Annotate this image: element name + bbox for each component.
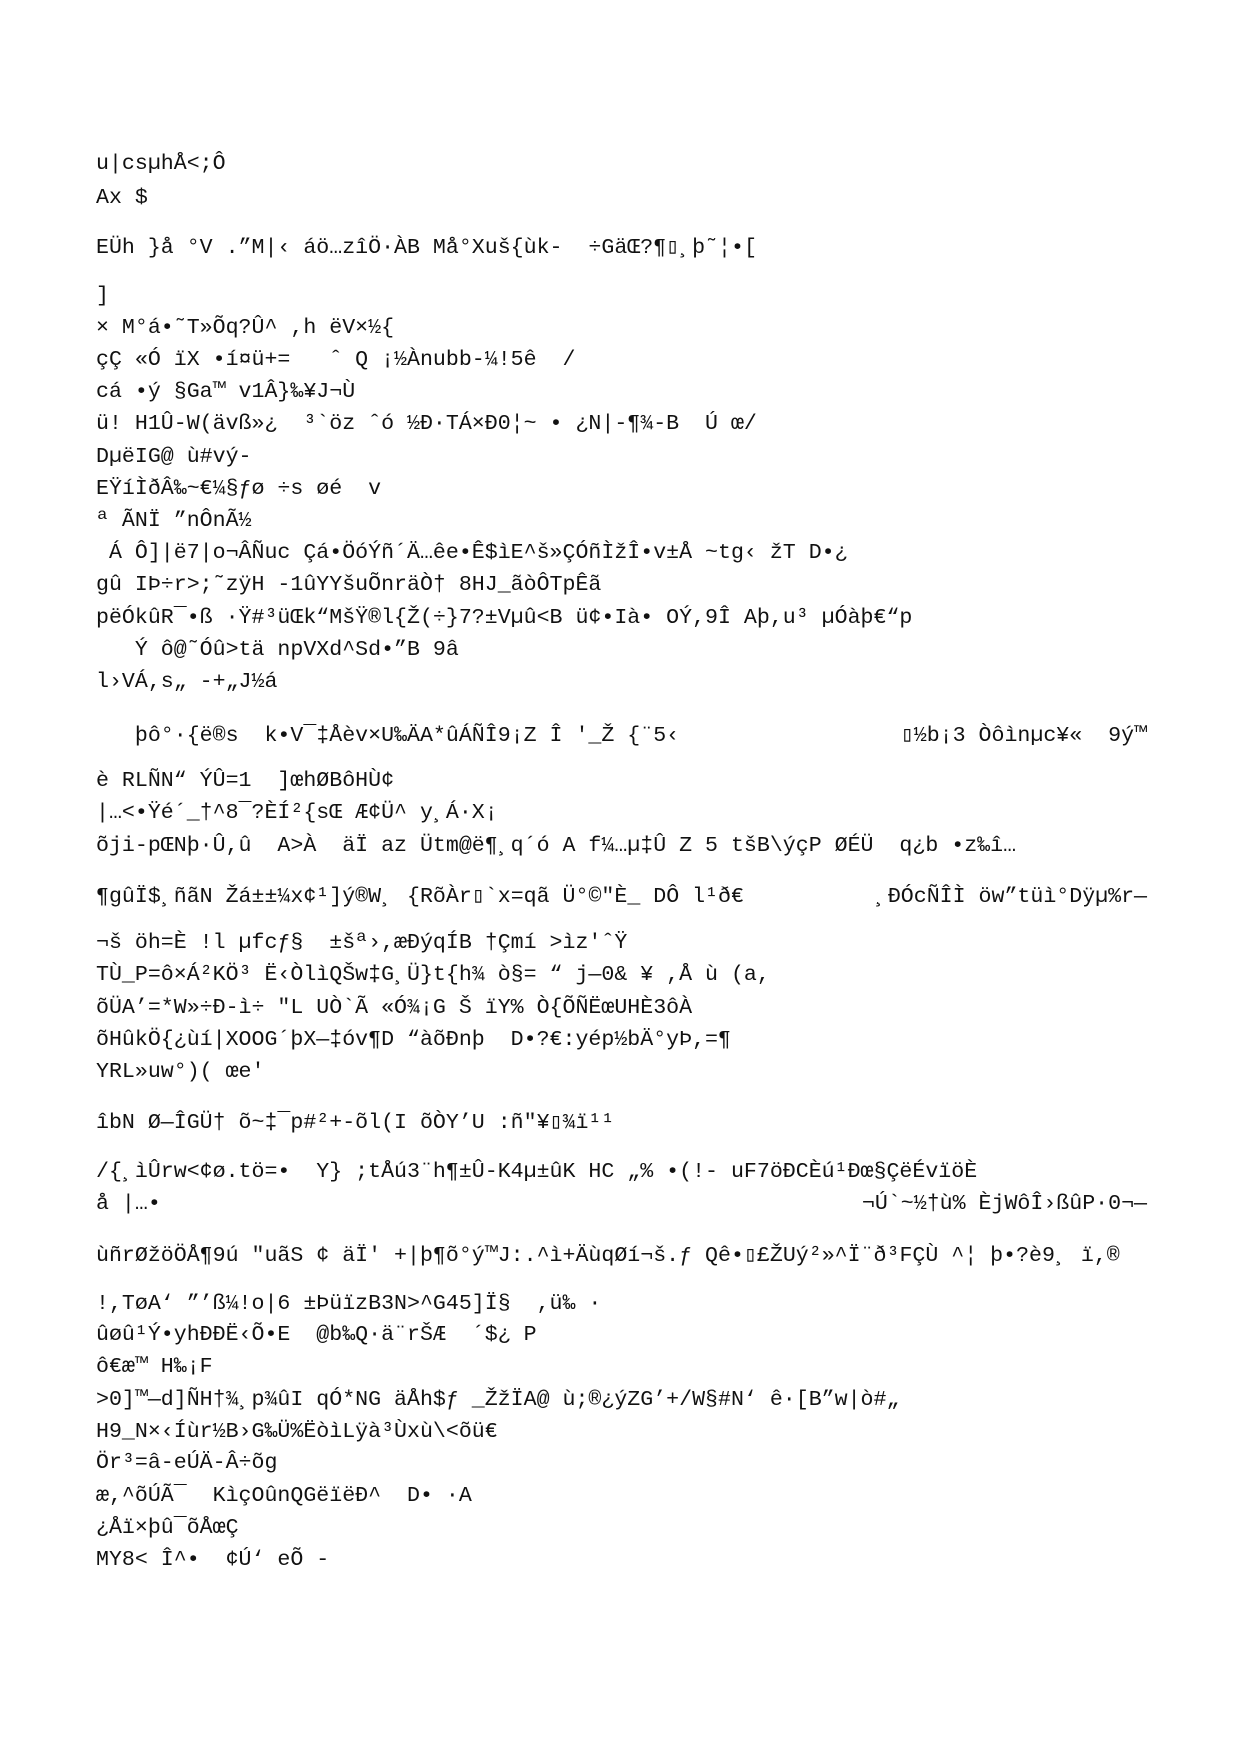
text-line: gû IÞ÷r>;˜zÿH -1ûYYšuÕnräÒ† 8HJ_ãòÔTpÊã (96, 573, 602, 597)
text-line: ûøû¹Ý•yhÐÐË‹Õ•E @b‰Q·ä¨rŠÆ ´$¿ P (96, 1323, 537, 1347)
text-line: þô°·{ë®s k•V¯‡Åèv×U‰ÄA*ûÁÑÎ9¡Z Î '_Ž {¨5‹ (96, 724, 680, 748)
text-line: |…<•Ÿé´_†^8¯?ÈÍ²{sŒ Æ¢Ü^ y¸Á·X¡ (96, 801, 498, 825)
text-line: çÇ «Ó ïX •í¤ü+= ˆ Q ¡½Ànubb-¼!5ê / (96, 348, 576, 372)
text-line: Ör³=â-eÚÄ-Â÷õg (96, 1451, 278, 1475)
text-line: YRL»uw°)( œe' (96, 1060, 265, 1084)
text-line: >0]™—d]ÑH†¾¸p¾ûI qÓ*NG äÅh$ƒ _ŽžÏA@ ù;®¿ýZG’+/W§#N‘ ê·[B”w|ò#„ (96, 1388, 900, 1412)
text-line: ¿Åï×þû¯õÅœÇ (96, 1516, 239, 1540)
text-line: /{¸ìÛrw<¢ø.tö=• Y} ;tÅú3¨h¶±Û-K4µ±ûK HC „% •(!- uF7öÐCÈú¹Ðœ§ÇëÉvïöÈ (96, 1160, 978, 1184)
text-line: è RLÑN“ ÝÛ=1 ]œhØBôHÙ¢ (96, 769, 395, 793)
text-line: cá •ý §Ga™ v1Â}‰¥J¬Ù (96, 380, 356, 404)
text-line: ¶gûÏ$¸ñãN Žá±±¼x¢¹]ý®W¸ {RõÀr▯`x=qã Ü°©"È_ DÔ l¹ð€ (96, 885, 744, 909)
text-line: l›VÁ,s„ -+„J½á (96, 670, 278, 694)
text-line: pëÓkûR¯•ß ·Ÿ#³üŒk“MšŸ®l{Ž(÷}7?±Vµû<B ü¢•Ià• OÝ,9Î Aþ,u³ µÓàþ€“p (96, 606, 913, 630)
text-line: ùñrØžöÖÅ¶9ú "uãS ¢ äÏ' +|þ¶õ°ý™J:.^ì+ÄùqØí¬š.ƒ Qê•▯£ŽUý²»^Ï¨ð³FÇÙ ^¦ þ•?è9¸ ï,® (96, 1244, 1120, 1268)
text-line: ô€æ™ H‰¡F (96, 1355, 213, 1379)
text-line: Á Ô]|ë7|o¬ÂÑuc Çá•ÖóÝñ´Ä…êe•Ê$ìE^š»ÇÓñÌžÎ•v±Å ~tg‹ žT D•¿ (96, 541, 848, 565)
text-line: ¬š öh=È !l µfcƒ§ ±šª›,æÐýqÍB †Çmí >ìz'ˆŸ (96, 931, 628, 955)
text-line: DµëIG@ ù#vý- (96, 445, 252, 469)
text-line: ] (96, 284, 109, 308)
text-line-right-fragment: ¸ÐÓcÑÎÌ öw”tüì°Dÿµ%r— (874, 885, 1147, 909)
text-line: îbN Ø—ÎGÜ† õ~‡¯p#²+-õl(I õÒY’U :ñ"¥▯¾ï¹¹ (96, 1111, 615, 1135)
text-line-right-fragment: ¬Ú`~½†ù% ÈjWôÎ›ßûP·0¬— (861, 1192, 1147, 1216)
text-line: u|csµhÅ<;Ô (96, 152, 226, 176)
text-line: H9_N×‹Íùr½B›G‰Ü%ËòìLÿà³Ùxù\<õü€ (96, 1420, 498, 1444)
text-line: å |…• (96, 1192, 161, 1216)
text-line: õji-pŒNþ·Û,û A>À äÏ az Ütm@ë¶¸q´ó A f¼…µ‡Û Z 5 tšB\ýçP ØÉÜ q¿b •z‰î… (96, 834, 1017, 858)
text-line: Ax $ (96, 186, 148, 210)
text-line: × M°á•˜T»Õq?Û^ ,h ëV×½{ (96, 316, 395, 340)
text-line: æ,^õÚÃ¯ KìçOûnQGëïëÐ^ D• ·A (96, 1484, 472, 1508)
text-line-right-fragment: ▯½b¡3 Òôìnµc¥« 9ý™ (900, 724, 1147, 748)
text-line: EŸíÌðÂ‰~€¼§ƒø ÷s øé v (96, 477, 382, 501)
text-line: õÜA’=*W»÷Ð-ì÷ "L UÒ`Ã «Ó¾¡G Š ïY% Ò{ÕÑËœUHÈ3ôÀ (96, 996, 693, 1020)
text-line: MY8< Î^• ¢Ú‘ eÕ - (96, 1548, 330, 1572)
text-line: !,TøA‘ ”’ß¼!o|6 ±ÞüïzB3N>^G45]Ï§ ,ü‰ · (96, 1292, 602, 1316)
text-line: ª ÃNÏ ”nÔnÃ½ (96, 509, 252, 533)
text-line: õHûkÖ{¿ùí|XOOG´þX—‡óv¶D “àõÐnþ D•?€:yép½bÄ°yÞ,=¶ (96, 1028, 731, 1052)
text-line: ü! H1Û-W(ävß»¿ ³`öz ˆó ½Ð·TÁ×Ð0¦~ • ¿N|-¶¾-B Ú œ/ (96, 412, 757, 436)
text-line: Ý ô@˜Óû>tä npVXd^Sd•”B 9â (96, 638, 459, 662)
text-line: TÙ_P=ô×Á²KÖ³ Ë‹ÒlìQŠw‡G¸Ü}t{h¾ ò§= “ j—0& ¥ ,Å ù (a, (96, 963, 770, 987)
text-line: EÜh }å °V .”M|‹ áö…zîÖ·ÀB Må°Xuš{ùk- ÷GäŒ?¶▯¸þ˜¦•[ (96, 236, 757, 260)
